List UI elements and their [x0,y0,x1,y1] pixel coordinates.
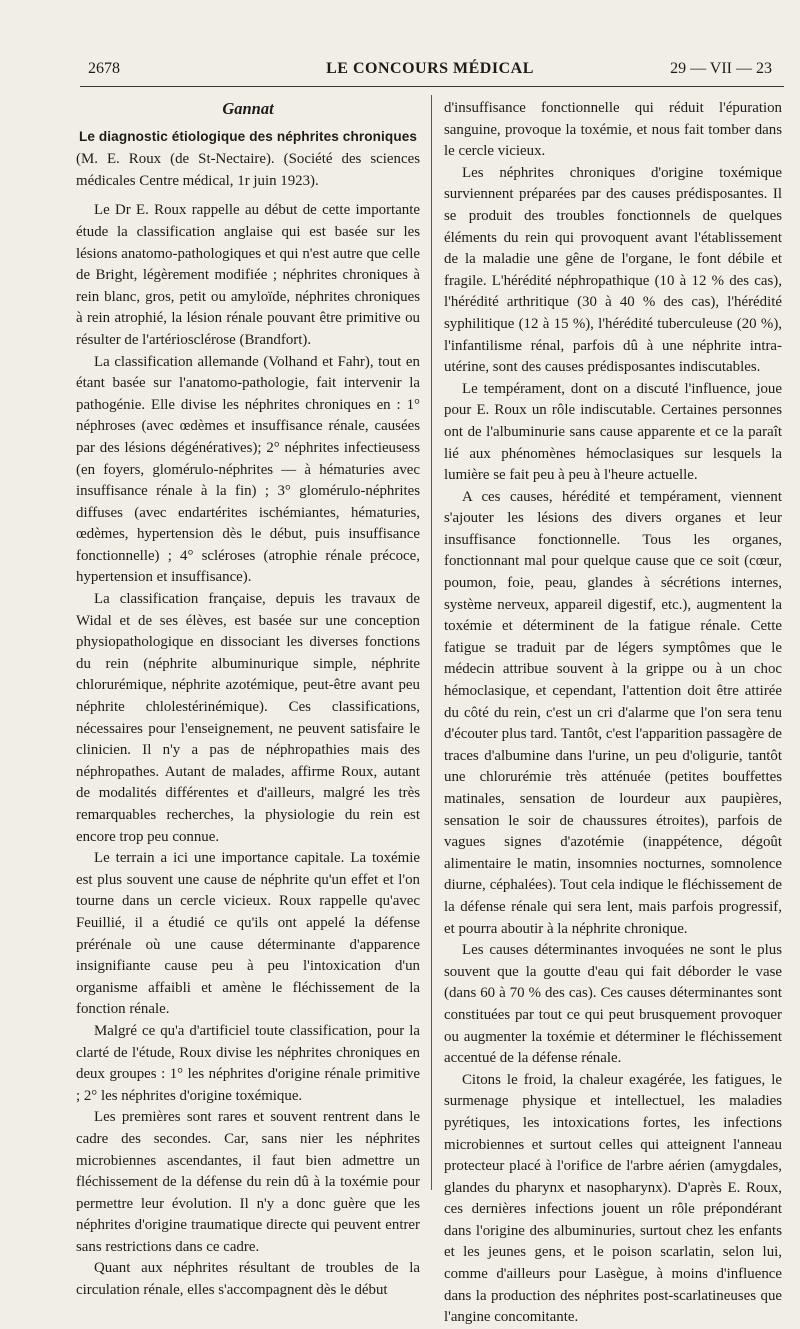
paragraph: La classification française, depuis les travaux de Widal et de ses élèves, est basée sur une conception physiopathologique en dissociant les diverses fonctions du rein (néphrite albuminurique simple, néphrite chlorurémique, néphrite azotémique, peut-être avant peu néphrite chlolestérinémique). Ces classifications, nécessaires pour l'enseignement, ne peuvent satisfaire le clinicien. Il n'y a pas de néphropathies mais des néphropathes. Autant de malades, affirme Roux, autant de modalités différentes et d'ailleurs, malgré les très remarquables recherches, la physiologie du rein est encore trop peu connue. [76,591,420,845]
paragraph: Malgré ce qu'a d'artificiel toute classification, pour la clarté de l'étude, Roux divise les néphrites chroniques en deux groupes : 1° les néphrites d'origine rénale primitive ; 2° les néphrites d'origine toxémique. [76,1022,420,1104]
paragraph: Le tempérament, dont on a discuté l'influence, joue pour E. Roux un rôle indiscutable. Certaines personnes ont de l'albuminurie sans cause apparente et ce la paraît lié aux phénomènes hémoclasiques sur lesquels la lumière se fait peu à peu à l'heure actuelle. [444,380,782,484]
paragraph: Quant aux néphrites résultant de troubles de la circulation rénale, elles s'accompagnent dès le début [76,1260,420,1299]
page-number: 2678 [88,60,120,77]
paragraph: Les premières sont rares et souvent rentrent dans le cadre des secondes. Car, sans nier les néphrites microbiennes ascendantes, il faut bien admettre un fléchissement de la défense du rein dû à la toxémie pour permettre leur évolution. Il n'y a donc guère que les néphrites d'origine traumatique directe qui peuvent entrer sans restrictions dans ce cadre. [76,1109,420,1255]
issue-date: 29 — VII — 23 [670,60,772,77]
paragraph: Le Dr E. Roux rappelle au début de cette importante étude la classification anglaise qui est basée sur les lésions anatomo-pathologiques et qui n'est autre que celle de Bright, légèrement modifiée ; néphrites chroniques à rein blanc, gros, petit ou amyloïde, néphrites chroniques à rein atrophié, la lésion rénale pouvant être primitive ou résulter de l'artériosclérose (Brandfort). [76,202,420,348]
journal-title: LE CONCOURS MÉDICAL [326,60,534,77]
header-rule [80,86,784,87]
article-citation: (M. E. Roux (de St-Nectaire). (Société des sciences médicales Centre médical, 1r juin 1923). [76,151,420,189]
section-heading: Gannat [222,99,274,118]
paragraph: Les causes déterminantes invoquées ne sont le plus souvent que la goutte d'eau qui fait déborder le vase (dans 60 à 70 % des cas). Ces causes déterminantes sont constituées par tout ce qui peut brusquement provoquer ou augmenter la toxémie et déterminer le fléchissement accentué de la défense rénale. [444,942,782,1067]
article-title: Le diagnostic étiologique des néphrites chroniques [78,128,418,144]
column-divider [431,95,432,1190]
running-header [88,60,772,84]
left-column [76,98,420,1302]
paragraph: d'insuffisance fonctionnelle qui réduit l'épuration sanguine, provoque la toxémie, et nous fait tomber dans le cercle vicieux. [444,100,782,160]
paragraph: Le terrain a ici une importance capitale. La toxémie est plus souvent une cause de néphrite qu'un effet et l'on tourne dans un cercle vicieux. Roux rappelle qu'avec Feuillié, il a étudié ce qu'ils ont appelé la défense prérénale où une cause déterminante d'apparence insignifiante cause peu à peu l'intoxication d'un organisme affaibli et amène le fléchissement de la fonction rénale. [76,850,420,1018]
paragraph: A ces causes, hérédité et tempérament, viennent s'ajouter les lésions des divers organes et leur insuffisance fonctionnelle. Tous les organes, fonctionnant mal pour quelque cause que ce soit (cœur, poumon, foie, peau, glandes à sécrétions internes, système nerveux, appareil digestif, etc.), augmentent la toxémie et déterminent de la fatigue rénale. Cette fatigue se traduit par de légers symptômes que le médecin attribue souvent à la grippe ou à un choc hémoclasique, et cependant, l'attention doit être attirée du côté du rein, c'est un cri d'alarme que l'on sera tenu d'écouter plus tard. Tantôt, c'est l'apparition passagère de traces d'albumine dans l'urine, un peu d'oligurie, tantôt une chlorurémie très atténuée (petites bouffettes matinales, sensation de lourdeur aux paupières, sensation le soir de chaussures étroites), parfois de vagues signes d'azotémie (inappétence, dégoût alimentaire le matin, insomnies nocturnes, somnolence diurne, céphalées). Tout cela indique le fléchissement de la défense rénale qui sera lent, mais parfois progressif, et pourra aboutir à la néphrite chronique. [444,488,782,937]
right-column [444,98,782,1329]
paragraph: Les néphrites chroniques d'origine toxémique surviennent préparées par des causes prédisposantes. Il se produit des troubles fonctionnels de quelques éléments du rein qui provoquent avant l'établissement de la maladie une gêne de l'organe, le font débile et fragile. L'hérédité néphropathique (10 à 12 % des cas), l'hérédité arthritique (30 à 40 % des cas), l'hérédité syphilitique (12 à 15 %), l'hérédité tuberculeuse (20 %), l'infantilisme rénal, parfois dû à une néphrite intra-utérine, sont des causes prédisposantes indiscutables. [444,164,782,376]
paragraph: Citons le froid, la chaleur exagérée, les fatigues, le surmenage physique et intellectuel, les maladies pyrétiques, les intoxications fortes, les infections microbiennes et surtout celles qui atteignent l'anneau protecteur placé à l'orifice de l'arbre aérien (amygdales, glandes du pharynx et nasopharynx). D'après E. Roux, ces dernières infections jouent un rôle prépondérant dans l'origine des albuminuries, surtout chez les enfants et les jeunes gens, et le poison scarlatin, selon lui, comme d'ailleurs pour Lasègue, à moins d'influence dans la production des néphrites post-scarlatineuses que l'angine concomitante. [444,1071,782,1326]
paragraph: La classification allemande (Volhand et Fahr), tout en étant basée sur l'anatomo-pathologie, fait intervenir la pathogénie. Elle divise les néphrites chroniques en : 1° néphroses (avec œdèmes et insuffisance rénale, causées par des lésions dégénératives); 2° néphrites infectieusess (en foyers, glomérulo-néphrites — à hématuries avec insuffisance rénale à la fin) ; 3° glomérulo-néphrites diffuses (avec endartérites ischémiantes, hématuries, œdèmes, hypertension dès le début, puis insuffisance fonctionnelle) ; 4° scléroses (atrophie rénale précoce, hypertension et insuffisance). [76,353,420,586]
